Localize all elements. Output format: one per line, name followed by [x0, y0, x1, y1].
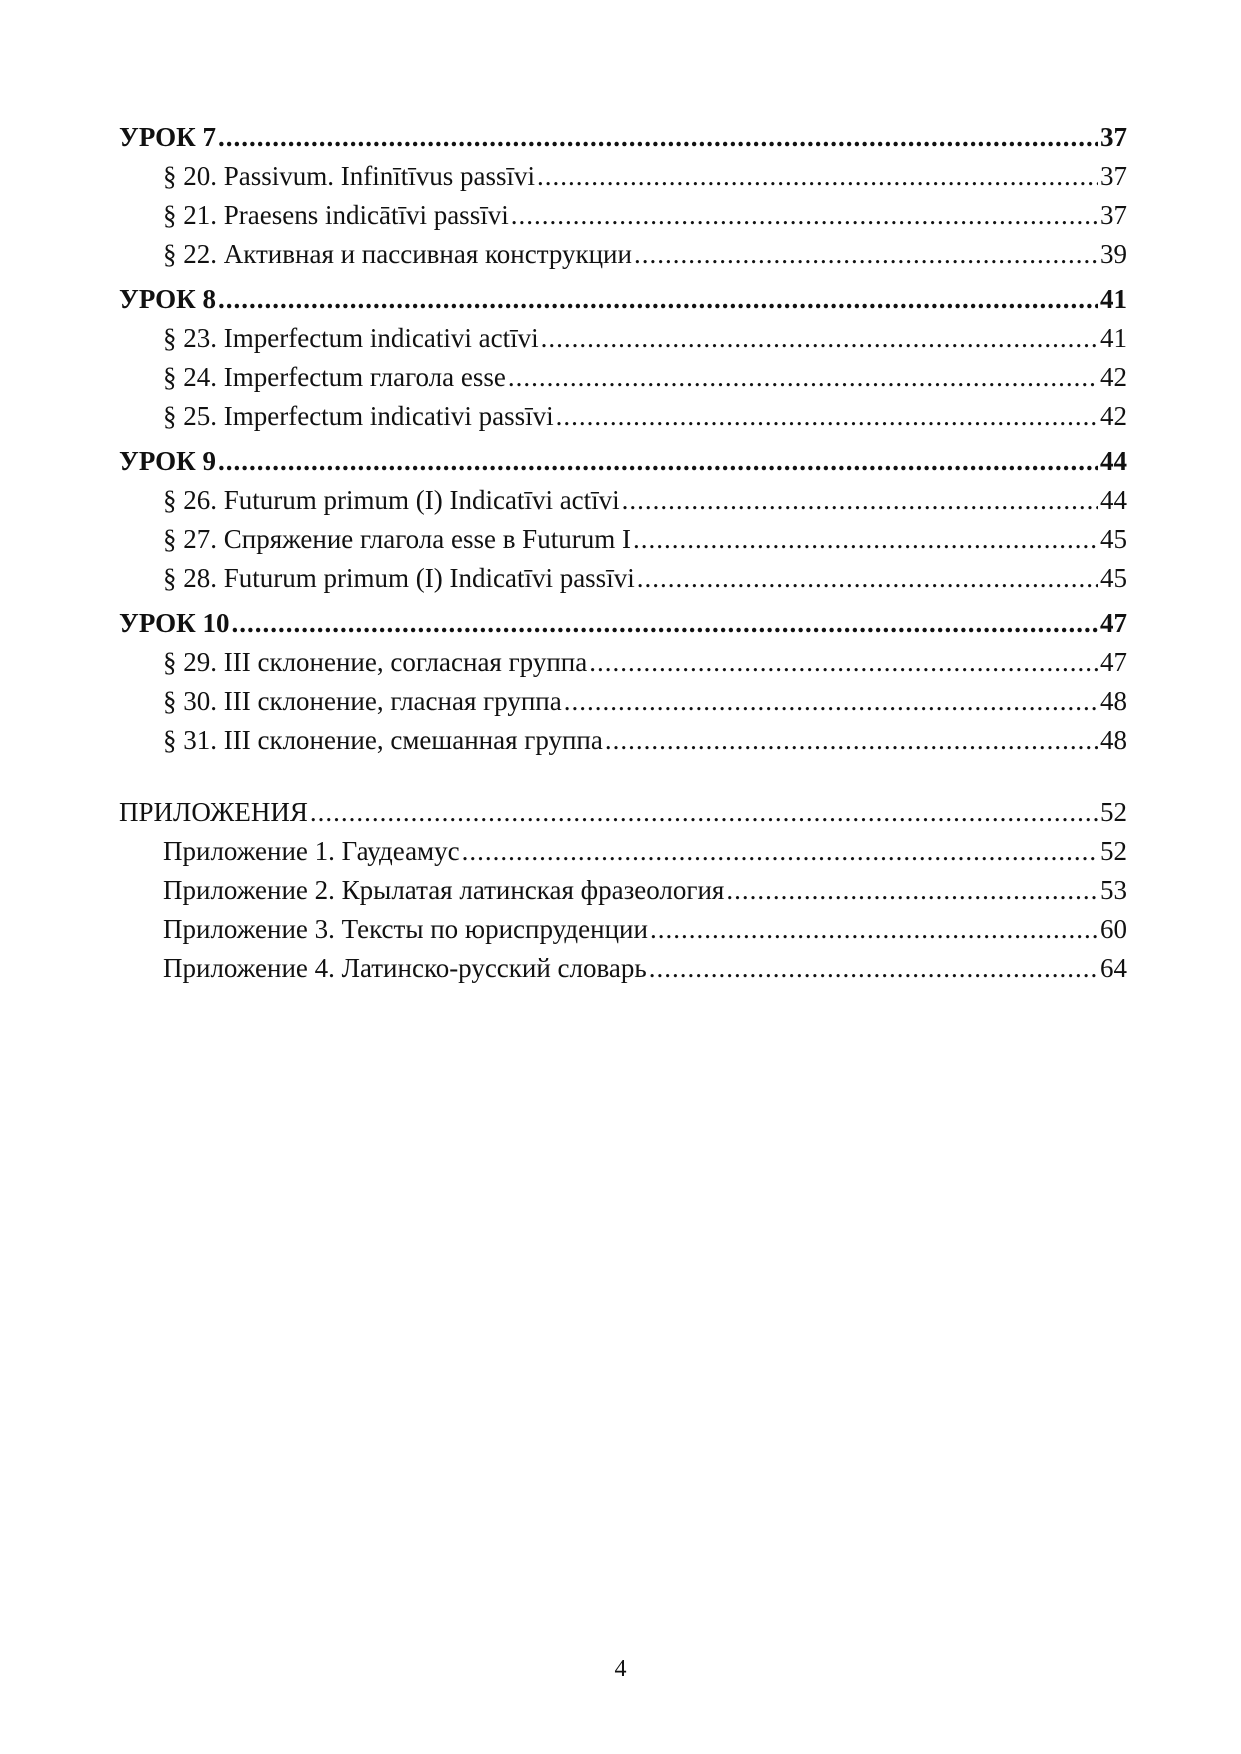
toc-entry-title: § 27. Спряжение глагола esse в Futurum I: [163, 524, 631, 554]
dot-leader: [556, 397, 1098, 436]
dot-leader: [650, 910, 1098, 949]
toc-entry-title: УРОК 7: [119, 122, 216, 152]
toc-heading-entry[interactable]: [119, 118, 1127, 157]
toc-group-lesson-7: [119, 118, 1127, 274]
toc-entry[interactable]: [119, 832, 1127, 871]
toc-entry-page: 42: [1100, 401, 1127, 431]
dot-leader: [537, 157, 1098, 196]
toc-entry-page: 45: [1100, 563, 1127, 593]
toc-entry-title: § 26. Futurum primum (I) Indicatīvi actīvi: [163, 485, 620, 515]
toc-entry-title: ПРИЛОЖЕНИЯ: [119, 797, 308, 827]
toc-entry[interactable]: [119, 559, 1127, 598]
toc-entry-page: 52: [1100, 836, 1127, 866]
toc-entry[interactable]: [119, 196, 1127, 235]
toc-group-lesson-8: [119, 280, 1127, 436]
dot-leader: [462, 832, 1098, 871]
toc-entry[interactable]: [119, 871, 1127, 910]
toc-entry[interactable]: [119, 481, 1127, 520]
toc-entry-page: 37: [1100, 122, 1127, 152]
toc-entry-page: 53: [1100, 875, 1127, 905]
dot-leader: [726, 871, 1098, 910]
toc-entry-page: 42: [1100, 362, 1127, 392]
toc-entry[interactable]: [119, 235, 1127, 274]
dot-leader: [218, 442, 1098, 481]
toc-entry-title: § 23. Imperfectum indicativi actīvi: [163, 323, 539, 353]
toc-entry-page: 41: [1100, 323, 1127, 353]
toc-heading-entry[interactable]: [119, 604, 1127, 643]
dot-leader: [541, 319, 1098, 358]
toc-entry-title: Приложение 1. Гаудеамус: [163, 836, 460, 866]
toc-entry-title: Приложение 3. Тексты по юриспруденции: [163, 914, 648, 944]
toc-entry-page: 45: [1100, 524, 1127, 554]
toc-heading-entry[interactable]: [119, 280, 1127, 319]
page-number: 4: [614, 1656, 627, 1682]
dot-leader: [589, 643, 1098, 682]
toc-group-lesson-10: [119, 604, 1127, 760]
toc-entry-page: 37: [1100, 161, 1127, 191]
toc-entry-title: § 22. Активная и пассивная конструкции: [163, 239, 632, 269]
dot-leader: [622, 481, 1098, 520]
toc-appendix-heading-entry[interactable]: [119, 793, 1127, 832]
dot-leader: [649, 949, 1098, 988]
toc-entry-title: § 25. Imperfectum indicativi passīvi: [163, 401, 554, 431]
toc-group-appendices: [119, 793, 1127, 988]
toc-entry-title: § 20. Passivum. Infinītīvus passīvi: [163, 161, 536, 191]
toc-entry[interactable]: [119, 682, 1127, 721]
toc-entry-title: Приложение 4. Латинско-русский словарь: [163, 953, 647, 983]
toc-entry-title: § 30. III склонение, гласная группа: [163, 686, 562, 716]
toc-entry-title: § 29. III склонение, согласная группа: [163, 647, 588, 677]
toc-entry-page: 37: [1100, 200, 1127, 230]
dot-leader: [564, 682, 1098, 721]
dot-leader: [511, 196, 1098, 235]
toc-entry-page: 64: [1100, 953, 1127, 983]
dot-leader: [605, 721, 1098, 760]
toc-entry-page: 39: [1100, 239, 1127, 269]
dot-leader: [508, 358, 1098, 397]
toc-entry-title: § 28. Futurum primum (I) Indicatīvi passīvi: [163, 563, 635, 593]
toc-heading-entry[interactable]: [119, 442, 1127, 481]
dot-leader: [634, 235, 1098, 274]
dot-leader: [633, 520, 1098, 559]
dot-leader: [218, 118, 1098, 157]
toc-entry-title: УРОК 9: [119, 446, 216, 476]
toc-entry-page: 52: [1100, 797, 1127, 827]
table-of-contents: [119, 118, 1127, 988]
toc-entry-title: УРОК 8: [119, 284, 216, 314]
dot-leader: [231, 604, 1098, 643]
toc-entry[interactable]: [119, 910, 1127, 949]
toc-entry[interactable]: [119, 643, 1127, 682]
toc-entry-title: § 24. Imperfectum глагола esse: [163, 362, 506, 392]
toc-entry-page: 47: [1100, 647, 1127, 677]
dot-leader: [310, 793, 1098, 832]
dot-leader: [637, 559, 1098, 598]
toc-entry-page: 44: [1100, 485, 1127, 515]
toc-entry[interactable]: [119, 319, 1127, 358]
toc-entry[interactable]: [119, 157, 1127, 196]
toc-entry-page: 47: [1100, 608, 1127, 638]
toc-entry-page: 44: [1100, 446, 1127, 476]
toc-entry-title: § 31. III склонение, смешанная группа: [163, 725, 603, 755]
toc-entry[interactable]: [119, 520, 1127, 559]
toc-entry[interactable]: [119, 949, 1127, 988]
toc-entry[interactable]: [119, 397, 1127, 436]
toc-entry-page: 48: [1100, 686, 1127, 716]
toc-entry-title: § 21. Praesens indicātīvi passīvi: [163, 200, 509, 230]
toc-group-lesson-9: [119, 442, 1127, 598]
toc-entry-page: 60: [1100, 914, 1127, 944]
toc-entry-title: УРОК 10: [119, 608, 230, 638]
toc-entry[interactable]: [119, 358, 1127, 397]
toc-entry-title: Приложение 2. Крылатая латинская фразеология: [163, 875, 725, 905]
dot-leader: [218, 280, 1098, 319]
toc-entry[interactable]: [119, 721, 1127, 760]
toc-entry-page: 41: [1100, 284, 1127, 314]
toc-entry-page: 48: [1100, 725, 1127, 755]
